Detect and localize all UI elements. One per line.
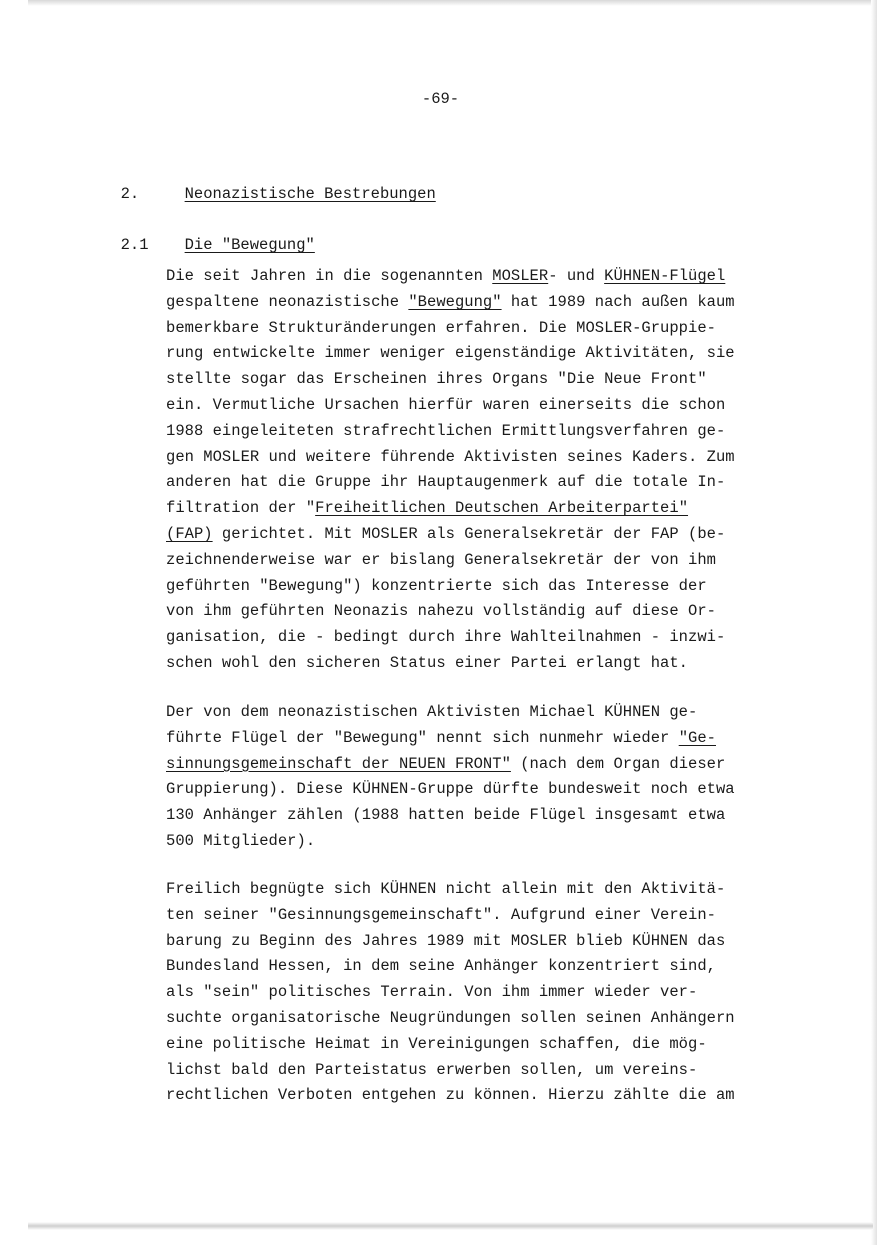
underlined-text: "Bewegung" [408,292,502,311]
text-line [166,1083,816,1109]
text-segment: 1988 eingeleiteten strafrechtlichen Ermittlungsverfahren ge- [166,421,726,440]
section-heading [102,164,436,204]
text-line [166,752,816,778]
text-line [166,522,816,548]
subsection-number: 2.1 [120,236,149,254]
text-segment: Freilich begnügte sich KÜHNEN nicht allein mit den Aktivitä- [166,880,726,898]
text-line [166,777,816,803]
text-segment: schen wohl den sicheren Status einer Partei erlangt hat. [166,653,689,672]
text-line [166,367,816,393]
text-segment: 500 Mitglieder). [166,831,316,850]
text-segment: lichst bald den Parteistatus erwerben sollen, um vereins- [166,1060,698,1079]
paragraph-2 [166,700,816,855]
text-line [166,625,816,651]
text-segment: Bundesland Hessen, in dem seine Anhänger konzentriert sind, [166,957,716,976]
text-segment: filtration der " [166,499,316,518]
text-segment: Die seit Jahren in die sogenannten [166,267,493,285]
text-segment: rung entwickelte immer weniger eigenständige Aktivitäten, sie [166,344,735,363]
text-segment: rechtlichen Verboten entgehen zu können. Hierzu zählte die am [166,1086,735,1105]
text-segment: hat 1989 nach außen kaum [501,292,735,311]
scan-edge-bottom [28,1222,873,1230]
text-segment: gen MOSLER und weitere führende Aktivisten seines Kaders. Zum [166,447,735,466]
subsection-heading [102,215,315,255]
text-segment: als "sein" politisches Terrain. Von ihm immer wieder ver- [166,983,698,1002]
underlined-text: KÜHNEN-Flügel [604,267,726,285]
text-line [166,393,816,419]
text-line [166,903,816,929]
text-line [166,599,816,625]
text-segment: eine politische Heimat in Vereinigungen schaffen, die mög- [166,1034,707,1053]
text-segment: gespaltene neonazistische [166,292,409,311]
underlined-text: MOSLER [492,267,549,285]
text-line [166,264,816,290]
text-line [166,1032,816,1058]
underlined-text: sinnungsgemeinschaft der NEUEN FRONT" [166,754,511,773]
text-line [166,829,816,855]
scan-edge-right [871,0,877,1245]
subsection-title: Die "Bewegung" [184,236,315,254]
section-title: Neonazistische Bestrebungen [184,185,436,203]
text-line [166,496,816,522]
text-segment: (nach dem Organ dieser [510,754,726,773]
section-number: 2. [120,185,140,203]
text-line [166,470,816,496]
text-segment: ten seiner "Gesinnungsgemeinschaft". Aufgrund einer Verein- [166,905,716,924]
text-line [166,877,816,903]
text-segment: suchte organisatorische Neugründungen sollen seinen Anhängern [166,1008,735,1027]
text-line [166,316,816,342]
text-line [166,419,816,445]
text-line [166,341,816,367]
text-segment: barung zu Beginn des Jahres 1989 mit MOSLER blieb KÜHNEN das [166,931,726,950]
text-line [166,954,816,980]
text-line [166,700,816,726]
text-line [166,929,816,955]
text-segment: führte Flügel der "Bewegung" nennt sich nunmehr wieder [166,728,679,747]
text-line [166,1006,816,1032]
page-number: -69- [421,90,460,108]
text-line [166,574,816,600]
text-segment: - und [548,267,605,285]
text-line [166,548,816,574]
underlined-text: Freiheitlichen Deutschen Arbeiterpartei" [315,499,689,518]
underlined-text: "Ge- [678,728,716,747]
text-segment: geführten "Bewegung") konzentrierte sich das Interesse der [166,576,707,595]
text-segment: ganisation, die - bedingt durch ihre Wahlteilnahmen - inzwi- [166,628,726,647]
text-segment: bemerkbare Strukturänderungen erfahren. Die MOSLER-Gruppie- [166,318,716,337]
scan-edge-top [28,0,873,6]
text-line [166,290,816,316]
paragraph-3 [166,877,816,1109]
text-segment: von ihm geführten Neonazis nahezu vollständig auf diese Or- [166,602,716,621]
text-segment: gerichtet. Mit MOSLER als Generalsekretär der FAP (be- [212,524,726,543]
text-line [166,1058,816,1084]
text-segment: ein. Vermutliche Ursachen hierfür waren einerseits die schon [166,395,726,414]
text-segment: 130 Anhänger zählen (1988 hatten beide Flügel insgesamt etwa [166,806,726,825]
text-segment: stellte sogar das Erscheinen ihres Organs "Die Neue Front" [166,370,707,389]
paragraph-1 [166,264,816,677]
text-line [166,651,816,677]
text-line [166,803,816,829]
text-segment: Gruppierung). Diese KÜHNEN-Gruppe dürfte bundesweit noch etwa [166,780,735,799]
text-line [166,726,816,752]
text-line [166,980,816,1006]
text-line [166,445,816,471]
text-segment: anderen hat die Gruppe ihr Hauptaugenmerk auf die totale In- [166,473,726,492]
text-segment: zeichnenderweise war er bislang Generalsekretär der von ihm [166,550,716,569]
text-segment: Der von dem neonazistischen Aktivisten Michael KÜHNEN ge- [166,703,698,721]
underlined-text: (FAP) [166,524,213,543]
